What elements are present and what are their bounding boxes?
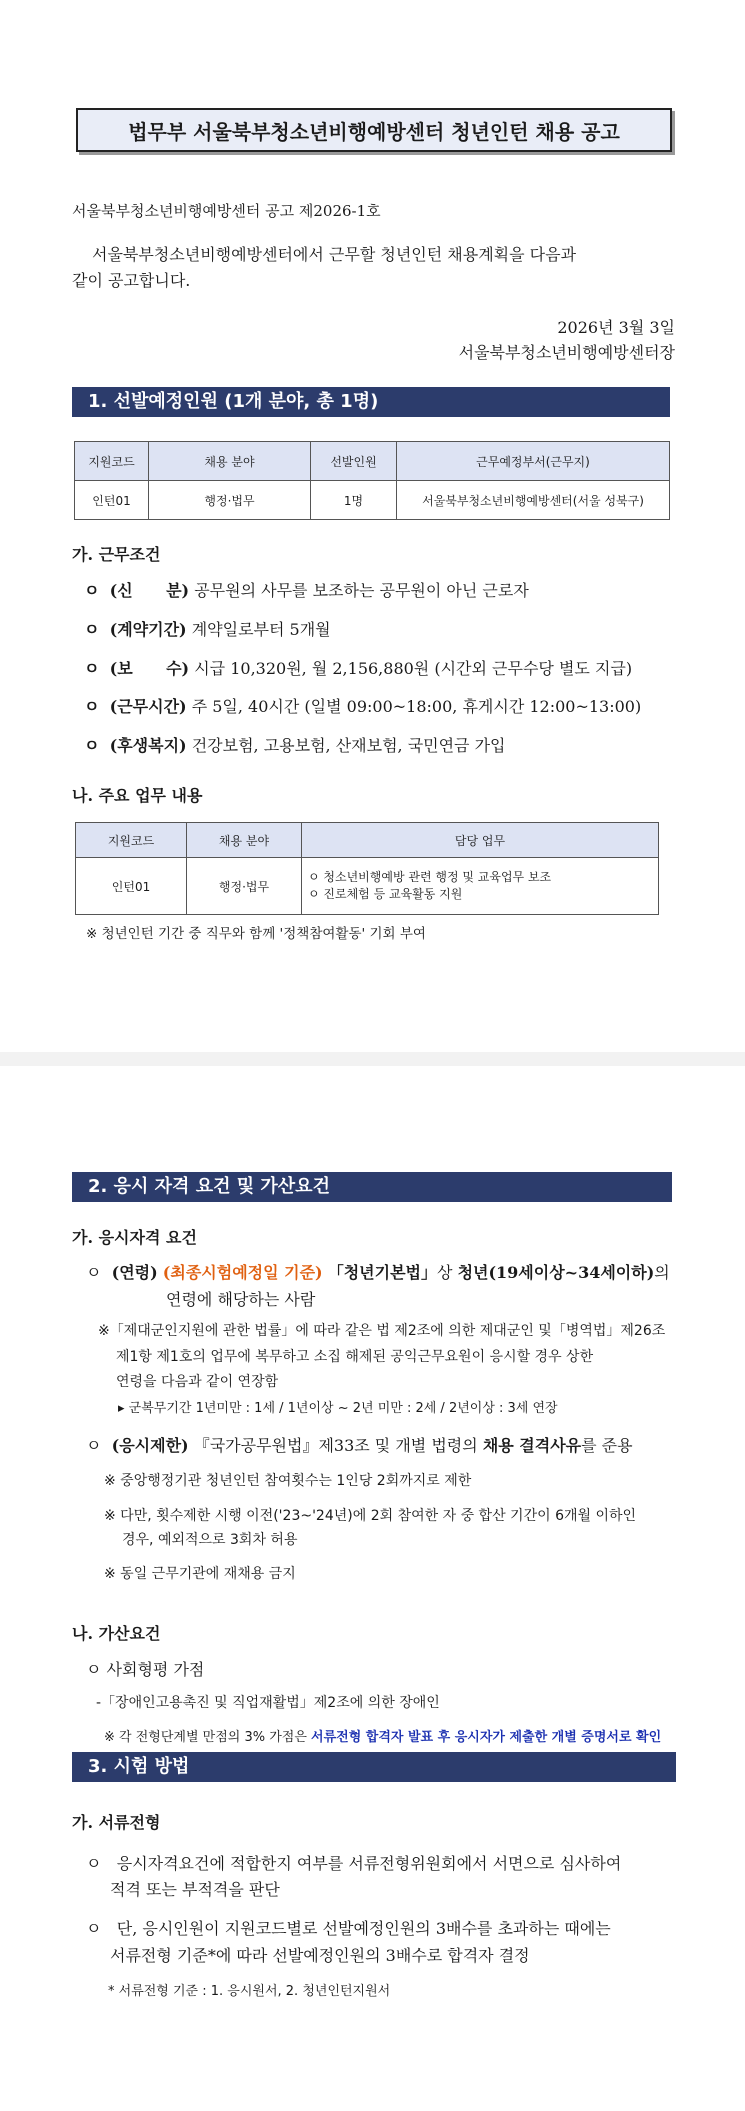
notice-date: 2026년 3월 3일 <box>557 318 675 337</box>
military-note-line-3: 연령을 다음과 같이 연장함 <box>116 1374 279 1390</box>
document-page-1 <box>0 0 745 1052</box>
doc-item-2 <box>86 1916 611 1939</box>
condition-item <box>84 617 331 640</box>
intro-line-1: 서울북부청소년비행예방센터에서 근무할 청년인턴 채용계획을 다음과 <box>92 245 577 264</box>
table-cell: 1명 <box>311 481 397 520</box>
bonus-item: ㅇ 사회형평 가점 <box>86 1660 205 1679</box>
table-selection <box>74 441 670 520</box>
age-range: 청년(19세이상~34세이하) <box>457 1263 655 1282</box>
doc-item-2-line-2: 서류전형 기준*에 따라 선발예정인원의 3배수로 합격자 결정 <box>110 1946 530 1965</box>
bullet-mark: ㅇ <box>86 1919 102 1938</box>
table-row <box>76 858 659 915</box>
bullet-mark: ㅇ <box>84 736 100 755</box>
age-label: (연령) <box>111 1263 158 1282</box>
bonus-note-highlight: 서류전형 합격자 발표 후 응시자가 제출한 개별 증명서로 확인 <box>311 1730 662 1745</box>
bonus-law: -「장애인고용촉진 및 직업재활법」제2조에 의한 장애인 <box>96 1695 440 1711</box>
doc-item-1-line-1: 응시자격요건에 적합한지 여부를 서류전형위원회에서 서면으로 심사하여 <box>116 1854 622 1873</box>
bonus-note-text: ※ 각 전형단계별 만점의 3% 가점은 <box>104 1730 307 1745</box>
table-cell: 행정·법무 <box>187 858 302 915</box>
table-cell: 행정·법무 <box>149 481 311 520</box>
table-header: 선발인원 <box>311 442 397 481</box>
restriction-text: 를 준용 <box>581 1436 633 1455</box>
table-header: 지원코드 <box>75 442 149 481</box>
subsection-work-conditions: 가. 근무조건 <box>72 545 161 564</box>
document-page-2 <box>0 1066 745 2111</box>
military-detail: ▸ 군복무기간 1년미만 : 1세 / 1년이상 ~ 2년 미만 : 2세 / 2년이상 : 3세 연장 <box>118 1401 558 1416</box>
table-cell-duties <box>302 858 659 915</box>
subsection-document-screening: 가. 서류전형 <box>72 1813 161 1832</box>
issuer: 서울북부청소년비행예방센터장 <box>458 343 675 362</box>
condition-text: 건강보험, 고용보험, 산재보험, 국민연금 가입 <box>191 736 506 755</box>
military-note-line-1: ※「제대군인지원에 관한 법률」에 따라 같은 법 제2조에 의한 제대군인 및「병역법」제26조 <box>98 1323 666 1339</box>
condition-text: 주 5일, 40시간 (일별 09:00~18:00, 휴게시간 12:00~13:00) <box>191 697 642 716</box>
bullet-mark: ㅇ <box>84 620 100 639</box>
subsection-bonus: 나. 가산요건 <box>72 1624 161 1643</box>
restriction-note-2-line-2: 경우, 예외적으로 3회차 허용 <box>122 1532 298 1548</box>
condition-item <box>84 578 529 601</box>
age-text: 의 <box>654 1263 670 1282</box>
restriction-note-3: ※ 동일 근무기관에 재채용 금지 <box>104 1566 296 1582</box>
age-line-2: 연령에 해당하는 사람 <box>166 1290 316 1309</box>
doc-item-1 <box>86 1851 621 1874</box>
table-header: 채용 분야 <box>149 442 311 481</box>
doc-item-2-line-1: 단, 응시인원이 지원코드별로 선발예정인원의 3배수를 초과하는 때에는 <box>116 1919 611 1938</box>
table-header: 채용 분야 <box>187 823 302 858</box>
bullet-mark: ㅇ <box>86 1263 102 1282</box>
bullet-mark: ㅇ <box>84 659 100 678</box>
restriction-text: 『국가공무원법』제33조 및 개별 법령의 <box>193 1436 478 1455</box>
section-3-header: 3. 시험 방법 <box>72 1752 676 1782</box>
restriction-item <box>86 1433 633 1456</box>
subsection-eligibility: 가. 응시자격 요건 <box>72 1228 197 1247</box>
duty-item: ㅇ 진로체험 등 교육활동 지원 <box>308 887 463 901</box>
condition-label: (후생복지) <box>109 736 187 755</box>
table-header: 근무예정부서(근무지) <box>397 442 670 481</box>
condition-item <box>84 656 632 679</box>
restriction-note-1: ※ 중앙행정기관 청년인턴 참여횟수는 1인당 2회까지로 제한 <box>104 1473 472 1489</box>
age-law: 「청년기본법」 <box>327 1263 437 1282</box>
bullet-mark: ㅇ <box>84 581 100 600</box>
bullet-mark: ㅇ <box>86 1854 102 1873</box>
condition-label: (계약기간) <box>109 620 187 639</box>
restriction-label: (응시제한) <box>111 1436 189 1455</box>
table-duties <box>75 822 659 915</box>
condition-label: (근무시간) <box>109 697 187 716</box>
restriction-note-2-line-1: ※ 다만, 횟수제한 시행 이전('23~'24년)에 2회 참여한 자 중 합산 기간이 6개월 이하인 <box>104 1508 637 1524</box>
doc-footnote: * 서류전형 기준 : 1. 응시원서, 2. 청년인턴지원서 <box>108 1984 391 1999</box>
condition-text: 계약일로부터 5개월 <box>191 620 331 639</box>
condition-item <box>84 733 506 756</box>
age-highlight: (최종시험예정일 기준) <box>162 1263 323 1282</box>
condition-label: (보 수) <box>109 659 190 678</box>
table-cell: 서울북부청소년비행예방센터(서울 성북구) <box>397 481 670 520</box>
condition-text: 시급 10,320원, 월 2,156,880원 (시간외 근무수당 별도 지급) <box>194 659 633 678</box>
table-row <box>75 481 670 520</box>
table-header: 담당 업무 <box>302 823 659 858</box>
bullet-mark: ㅇ <box>84 697 100 716</box>
condition-item <box>84 694 641 717</box>
doc-item-1-line-2: 적격 또는 부적격을 판단 <box>110 1880 280 1899</box>
duty-item: ㅇ 청소년비행예방 관련 행정 및 교육업무 보조 <box>308 870 552 884</box>
military-note-line-2: 제1항 제1호의 업무에 복무하고 소집 해제된 공익근무요원이 응시할 경우 상한 <box>116 1349 594 1365</box>
table-cell: 인턴01 <box>76 858 187 915</box>
subsection-main-duties: 나. 주요 업무 내용 <box>72 786 203 805</box>
age-text: 상 <box>437 1263 453 1282</box>
notice-number: 서울북부청소년비행예방센터 공고 제2026-1호 <box>72 202 381 220</box>
age-requirement <box>86 1260 670 1283</box>
table-cell: 인턴01 <box>75 481 149 520</box>
section-2-header: 2. 응시 자격 요건 및 가산요건 <box>72 1172 672 1202</box>
section-1-header: 1. 선발예정인원 (1개 분야, 총 1명) <box>72 387 670 417</box>
intern-note: ※ 청년인턴 기간 중 직무와 함께 '정책참여활동' 기회 부여 <box>86 926 426 942</box>
restriction-bold: 채용 결격사유 <box>482 1436 582 1455</box>
bullet-mark: ㅇ <box>86 1436 102 1455</box>
intro-line-2: 같이 공고합니다. <box>72 271 191 290</box>
document-title: 법무부 서울북부청소년비행예방센터 청년인턴 채용 공고 <box>76 108 672 152</box>
bonus-note <box>104 1726 661 1745</box>
condition-label: (신 분) <box>109 581 190 600</box>
table-header: 지원코드 <box>76 823 187 858</box>
condition-text: 공무원의 사무를 보조하는 공무원이 아닌 근로자 <box>194 581 529 600</box>
